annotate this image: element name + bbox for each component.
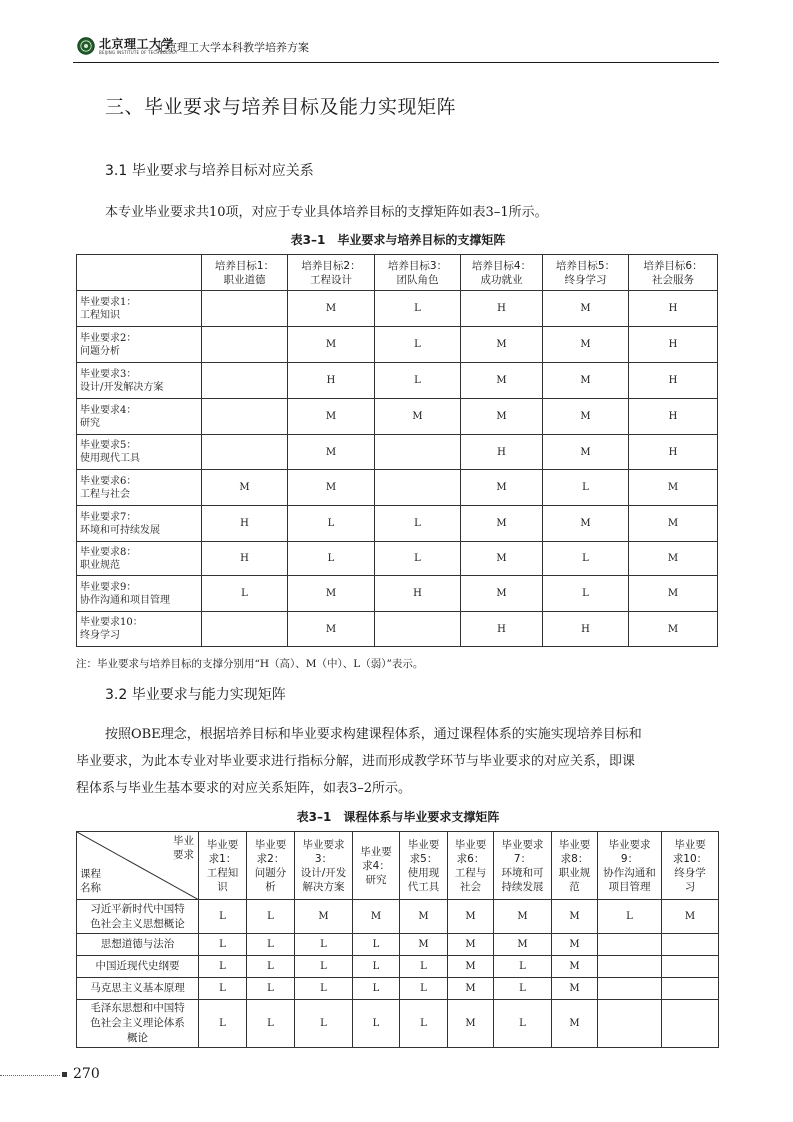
matrix-cell: M xyxy=(543,363,629,399)
row-label: 毕业要求4： 研究 xyxy=(77,399,202,435)
table-corner-cell xyxy=(77,255,202,291)
matrix-cell xyxy=(375,470,461,506)
subsection-3-2-para-line-3: 程体系与毕业生基本要求的对应关系矩阵，如表3–2所示。 xyxy=(76,781,412,796)
matrix-cell xyxy=(202,363,288,399)
matrix-cell: H xyxy=(629,399,718,435)
matrix-cell: L xyxy=(199,900,247,934)
subsection-3-2-para-line-1: 按照OBE理念，根据培养目标和毕业要求构建课程体系，通过课程体系的实施实现培养目标和 xyxy=(105,727,642,742)
column-header: 培养目标5： 终身学习 xyxy=(543,255,629,291)
matrix-cell: H xyxy=(202,506,288,542)
column-header: 毕业要 求8： 职业规 范 xyxy=(552,832,598,900)
table-3-1-note: 注：毕业要求与培养目标的支撑分别用“H（高）、M（中）、L（弱）”表示。 xyxy=(76,658,424,670)
course-name: 中国近现代史纲要 xyxy=(77,956,199,978)
row-label: 毕业要求3： 设计/开发解决方案 xyxy=(77,363,202,399)
table-row xyxy=(77,327,718,363)
matrix-cell: H xyxy=(461,612,543,647)
page-number: 270 xyxy=(73,1066,100,1082)
table-row xyxy=(77,399,718,435)
matrix-cell: M xyxy=(448,1000,494,1048)
matrix-cell: M xyxy=(288,291,375,327)
matrix-cell: L xyxy=(295,1000,353,1048)
matrix-cell: M xyxy=(288,576,375,612)
table-row xyxy=(77,470,718,506)
subsection-title-3-1: 3.1 毕业要求与培养目标对应关系 xyxy=(105,163,314,179)
matrix-cell xyxy=(662,1000,719,1048)
matrix-cell: M xyxy=(552,934,598,956)
column-header: 培养目标1： 职业道德 xyxy=(202,255,288,291)
matrix-cell: M xyxy=(288,470,375,506)
matrix-cell: M xyxy=(552,956,598,978)
course-name: 马克思主义基本原理 xyxy=(77,978,199,1000)
matrix-cell: L xyxy=(295,934,353,956)
table-row xyxy=(77,1000,719,1048)
header-divider xyxy=(73,62,719,63)
matrix-cell: L xyxy=(247,900,295,934)
table-row xyxy=(77,542,718,576)
matrix-cell: M xyxy=(552,900,598,934)
matrix-cell: L xyxy=(400,1000,448,1048)
table-row xyxy=(77,956,719,978)
table-row xyxy=(77,978,719,1000)
matrix-cell: M xyxy=(448,900,494,934)
matrix-cell: M xyxy=(552,978,598,1000)
matrix-cell: L xyxy=(247,956,295,978)
matrix-cell: L xyxy=(353,934,400,956)
matrix-cell: M xyxy=(662,900,719,934)
course-name: 习近平新时代中国特 色社会主义思想概论 xyxy=(77,900,199,934)
matrix-cell: M xyxy=(461,327,543,363)
column-header: 培养目标6： 社会服务 xyxy=(629,255,718,291)
matrix-cell: L xyxy=(375,363,461,399)
footer-marker xyxy=(62,1072,67,1077)
subsection-3-1-intro: 本专业毕业要求共10项，对应于专业具体培养目标的支撑矩阵如表3–1所示。 xyxy=(105,205,548,220)
header-title: 北京理工大学本科教学培养方案 xyxy=(155,41,309,54)
section-title: 三、毕业要求与培养目标及能力实现矩阵 xyxy=(105,96,457,118)
column-header: 毕业要 求4： 研究 xyxy=(353,832,400,900)
matrix-cell: L xyxy=(400,978,448,1000)
matrix-cell: M xyxy=(295,900,353,934)
column-header: 毕业要 求1： 工程知 识 xyxy=(199,832,247,900)
matrix-cell xyxy=(202,291,288,327)
matrix-cell xyxy=(662,978,719,1000)
course-name: 毛泽东思想和中国特 色社会主义理论体系 概论 xyxy=(77,1000,199,1048)
matrix-cell: H xyxy=(288,363,375,399)
matrix-cell: L xyxy=(598,900,662,934)
row-label: 毕业要求10： 终身学习 xyxy=(77,612,202,647)
matrix-cell xyxy=(375,435,461,470)
table-3-1-caption: 表3–1 毕业要求与培养目标的支撑矩阵 xyxy=(290,233,506,247)
subsection-3-2-para-line-2: 毕业要求，为此本专业对毕业要求进行指标分解，进而形成教学环节与毕业要求的对应关系，即课 xyxy=(76,754,636,769)
row-label: 毕业要求1： 工程知识 xyxy=(77,291,202,327)
matrix-cell: L xyxy=(543,576,629,612)
row-label: 毕业要求2： 问题分析 xyxy=(77,327,202,363)
matrix-cell: M xyxy=(629,470,718,506)
matrix-cell: M xyxy=(461,363,543,399)
matrix-cell: L xyxy=(543,470,629,506)
matrix-cell: L xyxy=(247,1000,295,1048)
matrix-cell: M xyxy=(448,956,494,978)
support-matrix-table-1 xyxy=(76,254,718,647)
table-3-2-caption: 表3–1 课程体系与毕业要求支撑矩阵 xyxy=(296,810,500,824)
matrix-cell: L xyxy=(543,542,629,576)
matrix-cell: H xyxy=(629,435,718,470)
matrix-cell: H xyxy=(629,291,718,327)
matrix-cell: H xyxy=(543,612,629,647)
row-label: 毕业要求5： 使用现代工具 xyxy=(77,435,202,470)
matrix-cell: M xyxy=(448,978,494,1000)
row-label: 毕业要求8： 职业规范 xyxy=(77,542,202,576)
row-label: 毕业要求6： 工程与社会 xyxy=(77,470,202,506)
university-logo-name: 北京理工大学 xyxy=(99,37,175,51)
matrix-cell: M xyxy=(375,399,461,435)
matrix-cell: M xyxy=(288,612,375,647)
university-logo-subtitle: BEIJING INSTITUTE OF TECHNOLOGY xyxy=(99,50,178,55)
matrix-cell: M xyxy=(400,934,448,956)
matrix-cell: M xyxy=(494,934,552,956)
matrix-cell: M xyxy=(202,470,288,506)
table-corner-cell xyxy=(77,832,199,900)
matrix-cell: L xyxy=(375,506,461,542)
matrix-cell: M xyxy=(543,327,629,363)
matrix-cell: L xyxy=(199,956,247,978)
matrix-cell: M xyxy=(629,542,718,576)
matrix-cell: M xyxy=(543,291,629,327)
matrix-cell: M xyxy=(461,542,543,576)
column-header: 毕业要求 3： 设计/开发 解决方案 xyxy=(295,832,353,900)
table-row xyxy=(77,612,718,647)
matrix-cell: L xyxy=(400,956,448,978)
matrix-cell xyxy=(598,1000,662,1048)
matrix-cell xyxy=(598,978,662,1000)
matrix-cell: L xyxy=(295,978,353,1000)
footer-rule xyxy=(0,1075,60,1076)
matrix-cell: M xyxy=(629,576,718,612)
matrix-cell: H xyxy=(461,291,543,327)
table-row xyxy=(77,435,718,470)
column-header: 毕业要 求6： 工程与 社会 xyxy=(448,832,494,900)
matrix-cell: L xyxy=(353,978,400,1000)
matrix-cell: L xyxy=(295,956,353,978)
matrix-cell: L xyxy=(494,978,552,1000)
matrix-cell: M xyxy=(400,900,448,934)
matrix-cell: L xyxy=(494,1000,552,1048)
matrix-cell: M xyxy=(461,576,543,612)
column-header: 毕业要 求2： 问题分 析 xyxy=(247,832,295,900)
matrix-cell: M xyxy=(461,399,543,435)
course-name: 思想道德与法治 xyxy=(77,934,199,956)
matrix-cell: L xyxy=(199,1000,247,1048)
matrix-cell: M xyxy=(461,506,543,542)
matrix-cell: L xyxy=(199,934,247,956)
matrix-cell: L xyxy=(247,934,295,956)
support-matrix-table-2 xyxy=(76,831,719,1048)
matrix-cell: L xyxy=(353,1000,400,1048)
table-row xyxy=(77,934,719,956)
matrix-cell: L xyxy=(202,576,288,612)
matrix-cell: M xyxy=(629,612,718,647)
matrix-cell: L xyxy=(375,327,461,363)
corner-top-label: 毕业 要求 xyxy=(173,835,194,861)
matrix-cell: M xyxy=(543,506,629,542)
page-header xyxy=(73,35,713,61)
matrix-cell xyxy=(598,956,662,978)
matrix-cell: M xyxy=(288,327,375,363)
row-label: 毕业要求9： 协作沟通和项目管理 xyxy=(77,576,202,612)
column-header: 毕业要 求10： 终身学 习 xyxy=(662,832,719,900)
table-row xyxy=(77,900,719,934)
university-seal-icon xyxy=(77,37,95,55)
matrix-cell: H xyxy=(629,327,718,363)
matrix-cell: M xyxy=(288,399,375,435)
corner-bottom-label: 课程 名称 xyxy=(80,868,101,894)
matrix-cell xyxy=(202,612,288,647)
matrix-cell: L xyxy=(375,291,461,327)
matrix-cell: M xyxy=(494,900,552,934)
matrix-cell: L xyxy=(247,978,295,1000)
matrix-cell: M xyxy=(353,900,400,934)
matrix-cell: L xyxy=(199,978,247,1000)
matrix-cell: H xyxy=(375,576,461,612)
matrix-cell: H xyxy=(461,435,543,470)
table-row xyxy=(77,363,718,399)
matrix-cell xyxy=(202,399,288,435)
table-header-row xyxy=(77,255,718,291)
column-header: 毕业要求 9： 协作沟通和 项目管理 xyxy=(598,832,662,900)
matrix-cell: M xyxy=(629,506,718,542)
matrix-cell xyxy=(662,956,719,978)
column-header: 培养目标2： 工程设计 xyxy=(288,255,375,291)
table-row xyxy=(77,506,718,542)
column-header: 培养目标3： 团队角色 xyxy=(375,255,461,291)
matrix-cell: M xyxy=(461,470,543,506)
column-header: 毕业要求 7： 环境和可 持续发展 xyxy=(494,832,552,900)
table-header-row xyxy=(77,832,719,900)
matrix-cell: M xyxy=(543,435,629,470)
matrix-cell: L xyxy=(494,956,552,978)
row-label: 毕业要求7： 环境和可持续发展 xyxy=(77,506,202,542)
matrix-cell xyxy=(662,934,719,956)
table-row xyxy=(77,576,718,612)
table-row xyxy=(77,291,718,327)
matrix-cell xyxy=(375,612,461,647)
matrix-cell: L xyxy=(375,542,461,576)
matrix-cell: L xyxy=(288,506,375,542)
matrix-cell: M xyxy=(552,1000,598,1048)
matrix-cell xyxy=(202,435,288,470)
column-header: 毕业要 求5： 使用现 代工具 xyxy=(400,832,448,900)
matrix-cell: H xyxy=(202,542,288,576)
column-header: 培养目标4： 成功就业 xyxy=(461,255,543,291)
matrix-cell xyxy=(598,934,662,956)
matrix-cell: M xyxy=(543,399,629,435)
matrix-cell: L xyxy=(353,956,400,978)
matrix-cell: L xyxy=(288,542,375,576)
matrix-cell xyxy=(202,327,288,363)
matrix-cell: H xyxy=(629,363,718,399)
matrix-cell: M xyxy=(288,435,375,470)
matrix-cell: M xyxy=(448,934,494,956)
subsection-title-3-2: 3.2 毕业要求与能力实现矩阵 xyxy=(105,687,286,703)
